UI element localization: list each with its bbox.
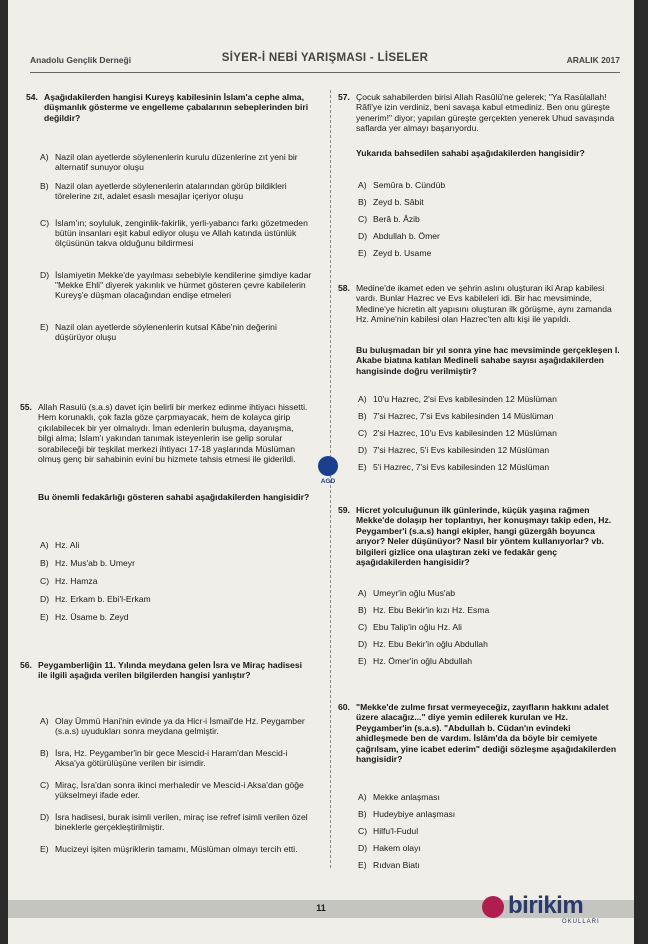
question-57: [338, 92, 620, 144]
question-stem: Hicret yolculuğunun ilk günlerinde, küçük yaşına rağmen Mekke'de dolaşıp her toplantıyı, her konuşmayı takip eden, Hz. Peygamber'i (s.a.s) hangi ekipler, hangi güzergâh boyunca arıyor? Neler düşünüyor? Nasıl bir yöntem kullanıyorlar? vb. bilgileri gizlice ona ulaştıran zeki ve fedakâr genç aşağıdakilerden hangisidir?: [356, 505, 612, 568]
question-56: [20, 660, 312, 700]
question-stem: Peygamberliğin 11. Yılında meydana gelen İsra ve Miraç hadisesi ile ilgili aşağıda verilen bilgilerden hangisi yanlıştır?: [38, 660, 302, 681]
question-54: [26, 92, 314, 132]
question-number: 57.: [338, 92, 350, 102]
page-title: SİYER-İ NEBİ YARIŞMASI - LİSELER: [221, 52, 429, 64]
question-55: [20, 402, 310, 492]
brand-name: birikim: [508, 892, 584, 919]
exam-date: ARALIK 2017: [566, 55, 620, 65]
question-stem: Çocuk sahabilerden birisi Allah Rasûlü'ne gelerek; "Ya Rasûlallah! Râfi'ye izin verdiniz, beni savaşa kabul etmediniz. Ben onu güreşte yenerim!" diyor; yapılan güreşte gerçekten yenerek Uhud savaşında saflarda yer almayı başarıyordu.: [356, 92, 615, 134]
question-60: [338, 702, 620, 774]
question-prompt: Bu önemli fedakârlığı gösteren sahabi aşağıdakilerden hangisidir?: [38, 492, 310, 502]
question-prompt: Bu buluşmadan bir yıl sonra yine hac mevsiminde gerçekleşen I. Akabe biatına katılan Medineli sahabe sayısı aşağıdakilerden hangisinde doğru verilmiştir?: [356, 345, 620, 376]
birikim-logo-icon: [482, 896, 504, 918]
agd-logo: [314, 456, 342, 488]
question-number: 55.: [20, 402, 32, 412]
agd-logo-text: AGD: [320, 478, 336, 485]
birikim-logo: [482, 892, 612, 925]
question-stem: Aşağıdakilerden hangisi Kureyş kabilesinin İslam'a cephe alma, düşmanlık gösterme ve engelleme çabalarının sebeplerinden biri değildir?: [44, 92, 309, 123]
organization-name: Anadolu Gençlik Derneği: [30, 55, 132, 65]
question-58: [338, 283, 620, 335]
question-number: 56.: [20, 660, 32, 670]
exam-page: Anadolu Gençlik Derneği SİYER-İ NEBİ YARIŞMASI - LİSELER ARALIK 2017 54. Aşağıdakilerden hangisi Kureyş kabilesinin İslam'a cephe alma, düşmanlık gösterme ve engelleme çabalarının sebeplerinden biri değildir? A) Nazil olan ayetlerde söylenenlerin kurulu düzenlerine zıt yeni bir alternatif sunuyor oluşu B) Nazil olan ayetlerde söylenenlerin atalarından görüp bildikleri törelerine zıt, adalet esaslı mesajlar içeriyor oluşu C) İslam'ın; soyluluk, zenginlik-fakirlik, yerli-yabancı farkı gözetmeden bütün insanları eşit kabul ediyor oluşu ve Allah katında üstünlük ölçüsünün takva olduğunu bildirmesi D) İslamiyetin Mekke'de yayılması sebebiyle kendilerine şimdiye kadar "Mekke Ehli" diyerek yakınlık ve hürmet gösteren çevre kabilelerin Kureyş'e düşman olacağından endişe etmeleri E) Nazil olan ayetlerde söylenenlerin kutsal Kâbe'nin değerini düşürüyor oluşu 55. Allah Rasulü (s.a.s) davet için belirli bir merkez edinme ihtiyacı hissetti. Hem korunaklı, çok fazla göze çarpmayacak, hem de kolayca girip çıkılabilecek bir yer olmalıydı. İman edenlerin buluşma, dayanışma, bilgi alma; İslam'ı yakından tanımak isteyenlerin ise gelip sorular sorabileceği bir teşkilat merkezi ihtiyacı 17-18 yaşlarında Müslüman olmuş genç bir sahabinin evini bu hizmete tahsis etmesi ile giderildi. Bu önemli fedakârlığı gösteren sahabi aşağıdakilerden hangisidir? A) Hz. Ali B) Hz. Mus'ab b. Umeyr C) Hz. Hamza D) Hz. Erkam b. Ebi'l-Erkam E) Hz. Üsame b. Zeyd AGD 56. Peygamberliğin 11. Yılında meydana gelen İsra ve Miraç hadisesi ile ilgili aşağıda verilen bilgilerden hangisi yanlıştır? A) Olay Ümmü Hani'nin evinde ya da Hicr-i İsmail'de Hz. Peygamber (s.a.s) uyudukları sonra meydana gelmiştir. B) İsra, Hz. Peygamber'in bir gece Mescid-i Haram'dan Mescid-i Aksa'ya götürülüşüne verilen bir isimdir. C) Miraç, İsra'dan sonra ikinci merhaledir ve Mescid-i Aksa'dan göğe yükselmeyi ifade eder. D) İsra hadisesi, burak isimli verilen, miraç ise refref isimli verilen özel bineklerle gerçekleştirilmiştir. E) Mucizeyi işiten müşriklerin tamamı, Müslüman olmayı tercih etti. 57. Çocuk sahabilerden birisi Allah Rasûlü'ne gelerek; "Ya Rasûlallah! Râfi'ye izin verdiniz, beni savaşa kabul etmediniz. Ben onu güreşte yenerim!" diyor; yapılan güreşte gerçekten yenerek Uhud savaşında saflarda yer almayı başarıyordu. Yukarıda bahsedilen sahabi aşağıdakilerden hangisidir? A) Semûra b. Cündüb B) Zeyd b. Sâbit C) Berâ b. Âzib D) Abdullah b. Ömer E) Zeyd b. Usame 58. Medine'de ikamet eden ve şehrin aslını oluşturan iki Arap kabilesi vardı. Bunlar Hazrec ve Evs kabileleri idi. Bir hac mevsiminde, Medine'ye hicretin alt yapısını oluşturan ilk görüşme, aynı zamanda Hz. Amine'nin kabilesi olan Hazrec'ten altı kişi ile yapıldı. Bu buluşmadan bir yıl sonra yine hac mevsiminde gerçekleşen I. Akabe biatına katılan Medineli sahabe sayısı aşağıdakilerden hangisinde doğru verilmiştir? A) 10'u Hazrec, 2'si Evs kabilesinden 12 Müslüman B) 7'si Hazrec, 7'si Evs kabilesinden 14 Müslüman C) 2'si Hazrec, 10'u Evs kabilesinden 12 Müslüman D) 7'si Hazrec, 5'i Evs kabilesinden 12 Müslüman E) 5'i Hazrec, 7'si Evs kabilesinden 12 Müslüman 59. Hicret yolculuğunun ilk günlerinde, küçük yaşına rağmen Mekke'de dolaşıp her toplantıyı, her konuşmayı takip eden, Hz. Peygamber'i (s.a.s) hangi ekipler, hangi güzergâh boyunca arıyor? Neler düşünüyor? Nasıl bir yöntem kullanıyorlar? vb. bilgileri gizlice ona ulaştıran zeki ve fedakâr genç aşağıdakilerden hangisidir? A) Umeyr'in oğlu Mus'ab B) Hz. Ebu Bekir'in kızı Hz. Esma C) Ebu Talip'in oğlu Hz. Ali D) Hz. Ebu Bekir'in oğlu Abdullah E) Hz. Ömer'in oğlu Abdullah 60. "Mekke'de zulme fırsat vermeyeceğiz, zayıfların hakkını adalet üzere alacağız..." diye yemin edilerek kurulan ve Hz. Peygamber'in (s.a.s). "Abdullah b. Cüdan'ın evindeki ahidleşmede ben de vardım. İslâm'da da böyle bir cemiyete çağrılsam, yine icabet ederim" dediği sözleşme aşağıdakilerden hangisidir? A) Mekke anlaşması B) Hudeybiye anlaşması C) Hilfu'l-Fudul D) Hakem olayı E) Rıdvan Biatı 11 birikim OKULLARI: [8, 0, 634, 944]
question-number: 54.: [26, 92, 38, 102]
agd-logo-icon: [318, 456, 338, 476]
brand-subtitle: OKULLARI: [562, 919, 600, 925]
question-stem: "Mekke'de zulme fırsat vermeyeceğiz, zayıfların hakkını adalet üzere alacağız..." diye yemin edilerek kurulan ve Hz. Peygamber'in (s.a.s). "Abdullah b. Cüdan'ın evindeki ahidleşmede ben de vardım. İslâm'da da böyle bir cemiyete çağrılsam, yine icabet ederim" dediği sözleşme aşağıdakilerden hangisidir?: [356, 702, 617, 765]
question-prompt: Yukarıda bahsedilen sahabi aşağıdakilerden hangisidir?: [356, 148, 585, 158]
question-number: 59.: [338, 505, 350, 515]
page-header: [30, 52, 620, 73]
question-stem: Medine'de ikamet eden ve şehrin aslını oluşturan iki Arap kabilesi vardı. Bunlar Hazrec ve Evs kabileleri idi. Bir hac mevsiminde, Medine'ye hicretin alt yapısını oluşturan ilk görüşme, aynı zamanda Hz. Amine'nin kabilesi olan Hazrec'ten altı kişi ile yapıldı.: [356, 283, 612, 325]
question-stem: Allah Rasulü (s.a.s) davet için belirli bir merkez edinme ihtiyacı hissetti. Hem korunaklı, çok fazla göze çarpmayacak, hem de kolayca girip çıkılabilecek bir yer olmalıydı. İman edenlerin buluşma, dayanışma, bilgi alma; İslam'ı yakından tanımak isteyenlerin ise gelip sorular sorabileceği bir teşkilat merkezi ihtiyacı 17-18 yaşlarında Müslüman olmuş genç bir sahabinin evini bu hizmete tahsis etmesi ile giderildi.: [38, 402, 308, 465]
question-number: 58.: [338, 283, 350, 293]
question-number: 60.: [338, 702, 350, 712]
page-number: 11: [316, 903, 326, 913]
question-59: [338, 505, 620, 577]
